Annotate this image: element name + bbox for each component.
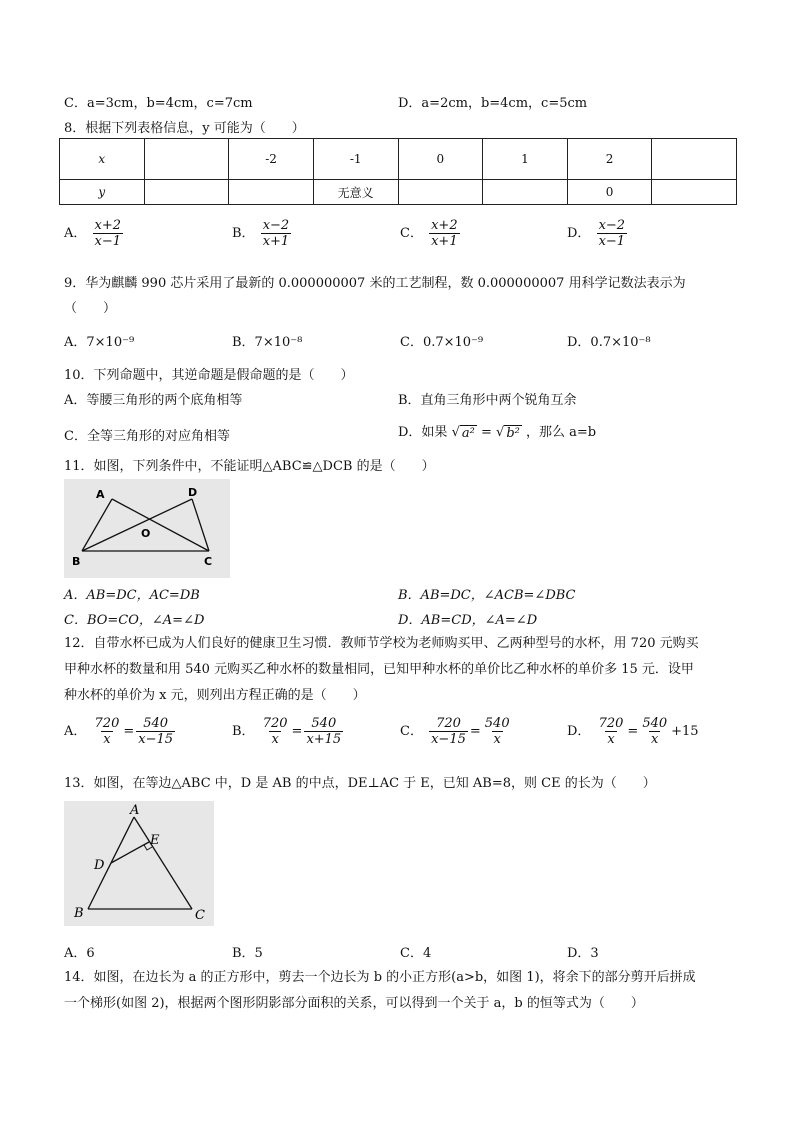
q8-table — [59, 138, 737, 205]
option-text: D．如果 — [398, 425, 448, 440]
table-cell — [652, 139, 737, 180]
denominator: x — [103, 732, 111, 747]
option-label: B． — [232, 226, 255, 241]
q10-option-c: C．全等三角形的对应角相等 — [64, 429, 230, 444]
q10-option-b: B．直角三角形中两个锐角互余 — [398, 393, 577, 408]
table-cell: -2 — [229, 139, 314, 180]
q13-label-e: E — [150, 833, 160, 848]
denominator: x+15 — [306, 732, 342, 747]
q12-option-b: B． $\frac{720}{x}$ = $\frac{540}{x+15}$ — [232, 716, 342, 747]
table-cell — [652, 180, 737, 205]
denominator: x — [607, 732, 615, 747]
q12-stem-line2: 甲种水杯的数量和用 540 元购买乙种水杯的数量相同，已知甲种水杯的单价比乙种水杯的单价多 15 元．设甲 — [64, 662, 694, 677]
q11-option-b: B．AB=DC，∠ACB=∠DBC — [398, 588, 576, 603]
denominator: x−15 — [138, 732, 174, 747]
q8-stem: 8．根据下列表格信息，y 可能为（ ） — [64, 121, 305, 136]
q11-label-d: D — [188, 486, 198, 499]
q13-label-b: B — [74, 906, 84, 921]
option-label: D． — [567, 724, 591, 739]
table-cell: 2 — [567, 139, 652, 180]
denominator: x — [493, 732, 501, 747]
fraction — [597, 218, 628, 249]
fraction — [93, 218, 124, 249]
q11-label-o: O — [141, 527, 151, 540]
q11-option-c: C．BO=CO，∠A=∠D — [64, 613, 205, 628]
table-cell — [398, 180, 483, 205]
option-label: C． — [400, 226, 423, 241]
q13-option-d: D．3 — [567, 946, 599, 961]
q10-option-a: A．等腰三角形的两个底角相等 — [64, 393, 243, 408]
table-cell: 0 — [398, 139, 483, 180]
q12-option-d: D． $\frac{720}{x}$ = $\frac{540}{x}$ +15 — [567, 716, 699, 747]
option-text: ，那么 a=b — [526, 425, 597, 440]
q9-stem-line1: 9．华为麒麟 990 芯片采用了最新的 0.000000007 米的工艺制程，数 0.000000007 用科学记数法表示为 — [64, 276, 686, 291]
fraction — [640, 716, 669, 747]
fraction — [261, 716, 290, 747]
denominator: x−15 — [431, 732, 466, 747]
denominator: x — [651, 732, 659, 747]
option-label: B． — [232, 724, 255, 739]
numerator: x+2 — [431, 218, 458, 233]
q13-figure — [64, 801, 214, 926]
fraction — [429, 716, 468, 747]
q13-option-a: A．6 — [64, 946, 95, 961]
numerator: 720 — [436, 716, 461, 731]
denominator: x — [271, 732, 279, 747]
q8-option-c — [400, 218, 462, 249]
fraction — [429, 218, 460, 249]
table-cell: 1 — [483, 139, 568, 180]
table-cell: y — [60, 180, 145, 205]
q12-option-c: C． $\frac{720}{x-15}$ = $\frac{540}{x}$ — [400, 716, 510, 747]
table-cell: x — [60, 139, 145, 180]
option-label: A． — [64, 226, 87, 241]
table-cell — [144, 139, 229, 180]
table-cell — [144, 180, 229, 205]
option-tail: +15 — [671, 724, 699, 739]
numerator: 720 — [598, 716, 624, 731]
numerator: x−2 — [598, 218, 626, 233]
q9-stem-line2: （ ） — [64, 301, 117, 316]
q14-stem-line2: 一个梯形(如图 2)，根据两个图形阴影部分面积的关系，可以得到一个关于 a，b 的恒等式为（ ） — [64, 996, 644, 1011]
q11-label-b: B — [72, 555, 81, 568]
q13-option-c: C．4 — [400, 946, 432, 961]
denominator: x−1 — [598, 234, 626, 249]
denominator: x+1 — [431, 234, 458, 249]
table-cell: 0 — [567, 180, 652, 205]
sqrt-expression: √ a² — [451, 424, 475, 441]
q8-option-b — [232, 218, 293, 249]
fraction — [304, 716, 343, 747]
q13-label-d: D — [94, 858, 105, 873]
numerator: x−2 — [262, 218, 290, 233]
numerator: 720 — [262, 716, 288, 731]
table-cell: -1 — [313, 139, 398, 180]
option-label: C． — [400, 724, 423, 739]
fraction — [597, 716, 626, 747]
q11-option-d: D．AB=CD，∠A=∠D — [398, 613, 538, 628]
option-label: A． — [64, 724, 87, 739]
table-cell: 无意义 — [313, 180, 398, 205]
table-cell — [229, 180, 314, 205]
fraction — [93, 716, 122, 747]
fraction — [136, 716, 175, 747]
q11-stem: 11．如图，下列条件中，不能证明△ABC≌△DCB 的是（ ） — [64, 459, 435, 474]
q14-stem-line1: 14．如图，在边长为 a 的正方形中，剪去一个边长为 b 的小正方形(a>b，如图 1)，将余下的部分剪开后拼成 — [64, 970, 696, 985]
sqrt-expression: √ b² — [496, 424, 520, 441]
q10-stem: 10．下列命题中，其逆命题是假命题的是（ ） — [64, 368, 354, 383]
q11-option-a: A．AB=DC，AC=DB — [64, 588, 200, 603]
fraction — [261, 218, 292, 249]
numerator: 720 — [94, 716, 120, 731]
q12-stem-line1: 12．自带水杯已成为人们良好的健康卫生习惯．教师节学校为老师购买甲、乙两种型号的水杯，用 720 元购买 — [64, 636, 699, 651]
option-label: D． — [567, 226, 591, 241]
q13-label-a: A — [130, 803, 140, 818]
q8-option-a — [64, 218, 125, 249]
numerator: 540 — [484, 716, 510, 731]
numerator: 540 — [642, 716, 668, 731]
q9-option-d: D．0.7×10⁻⁸ — [567, 335, 651, 350]
q8-table-row-y — [60, 180, 737, 205]
q7-option-d: D．a=2cm，b=4cm，c=5cm — [398, 96, 588, 111]
numerator: x+2 — [94, 218, 122, 233]
q9-option-a: A．7×10⁻⁹ — [64, 335, 135, 350]
equals-sign: = — [480, 425, 492, 440]
denominator: x−1 — [94, 234, 122, 249]
q12-option-a: A． $\frac{720}{x}$ = $\frac{540}{x-15}$ — [64, 716, 174, 747]
q8-option-d — [567, 218, 629, 249]
q13-label-c: C — [195, 908, 205, 923]
q9-option-c: C．0.7×10⁻⁹ — [400, 335, 484, 350]
table-cell — [483, 180, 568, 205]
q11-figure — [64, 479, 230, 578]
q8-table-row-x — [60, 139, 737, 180]
fraction — [483, 716, 512, 747]
q13-option-b: B．5 — [232, 946, 263, 961]
q9-option-b: B．7×10⁻⁸ — [232, 335, 303, 350]
denominator: x+1 — [262, 234, 290, 249]
q12-stem-line3: 种水杯的单价为 x 元，则列出方程正确的是（ ） — [64, 688, 366, 703]
q13-figure-drawing — [64, 801, 214, 926]
q11-figure-drawing — [64, 479, 230, 578]
radicand: b² — [506, 425, 520, 441]
q7-option-c: C．a=3cm，b=4cm，c=7cm — [64, 96, 253, 111]
q13-stem: 13．如图，在等边△ABC 中，D 是 AB 的中点，DE⊥AC 于 E，已知 AB=8，则 CE 的长为（ ） — [64, 776, 656, 791]
numerator: 540 — [311, 716, 337, 731]
q10-option-d — [398, 421, 596, 441]
q11-label-c: C — [204, 555, 213, 568]
radicand: a² — [461, 425, 475, 441]
q11-label-a: A — [96, 488, 105, 501]
numerator: 540 — [143, 716, 169, 731]
